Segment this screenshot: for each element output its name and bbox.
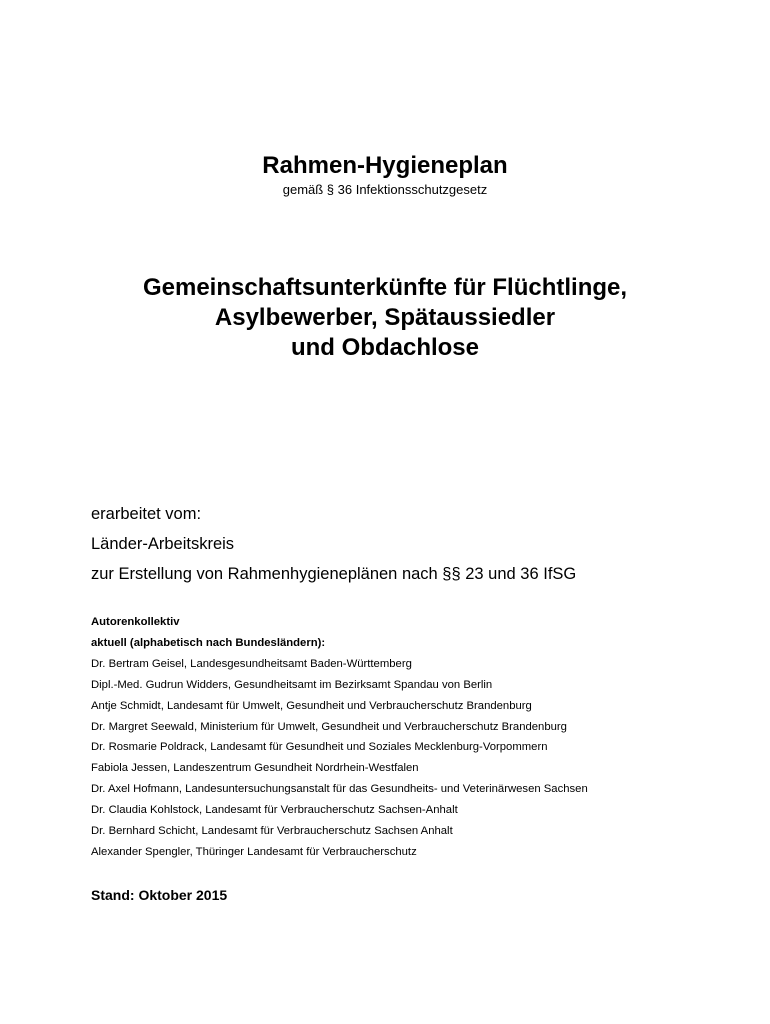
- author-entry: Fabiola Jessen, Landeszentrum Gesundheit Nordrhein-Westfalen: [91, 762, 419, 775]
- author-entry: Dr. Bertram Geisel, Landesgesundheitsamt Baden-Württemberg: [91, 657, 412, 670]
- prepared-by-block: [91, 499, 576, 589]
- authors-block: [91, 612, 588, 863]
- document-date: Stand: Oktober 2015: [91, 887, 228, 903]
- author-entry: Dr. Claudia Kohlstock, Landesamt für Verbraucherschutz Sachsen-Anhalt: [91, 804, 458, 817]
- author-entry: Dipl.-Med. Gudrun Widders, Gesundheitsamt im Bezirksamt Spandau von Berlin: [91, 678, 493, 691]
- document-title: Rahmen-Hygieneplan: [262, 152, 508, 179]
- author-entry: Antje Schmidt, Landesamt für Umwelt, Gesundheit und Verbraucherschutz Brandenburg: [91, 699, 532, 712]
- author-entry: Dr. Bernhard Schicht, Landesamt für Verbraucherschutz Sachsen Anhalt: [91, 825, 453, 838]
- document-subtitle: gemäß § 36 Infektionsschutzgesetz: [282, 182, 488, 197]
- working-group-name: Länder-Arbeitskreis: [91, 535, 235, 553]
- working-group-purpose: zur Erstellung von Rahmenhygieneplänen nach §§ 23 und 36 IfSG: [91, 565, 577, 583]
- author-entry: Dr. Axel Hofmann, Landesuntersuchungsanstalt für das Gesundheits- und Veterinärwesen Sachsen: [91, 783, 588, 796]
- author-entry: Dr. Margret Seewald, Ministerium für Umwelt, Gesundheit und Verbraucherschutz Brandenburg: [91, 720, 567, 733]
- author-entry: Dr. Rosmarie Poldrack, Landesamt für Gesundheit und Soziales Mecklenburg-Vorpommern: [91, 741, 548, 754]
- heading-line: Gemeinschaftsunterkünfte für Flüchtlinge,: [142, 274, 628, 301]
- heading-line: Asylbewerber, Spätaussiedler: [214, 304, 556, 331]
- prepared-by-label: erarbeitet vom:: [91, 505, 202, 523]
- document-heading: [0, 273, 770, 363]
- heading-line: und Obdachlose: [290, 334, 479, 361]
- author-entry: Alexander Spengler, Thüringer Landesamt für Verbraucherschutz: [91, 845, 417, 858]
- authors-subheading: aktuell (alphabetisch nach Bundesländern):: [91, 636, 326, 649]
- authors-heading: Autorenkollektiv: [91, 616, 180, 628]
